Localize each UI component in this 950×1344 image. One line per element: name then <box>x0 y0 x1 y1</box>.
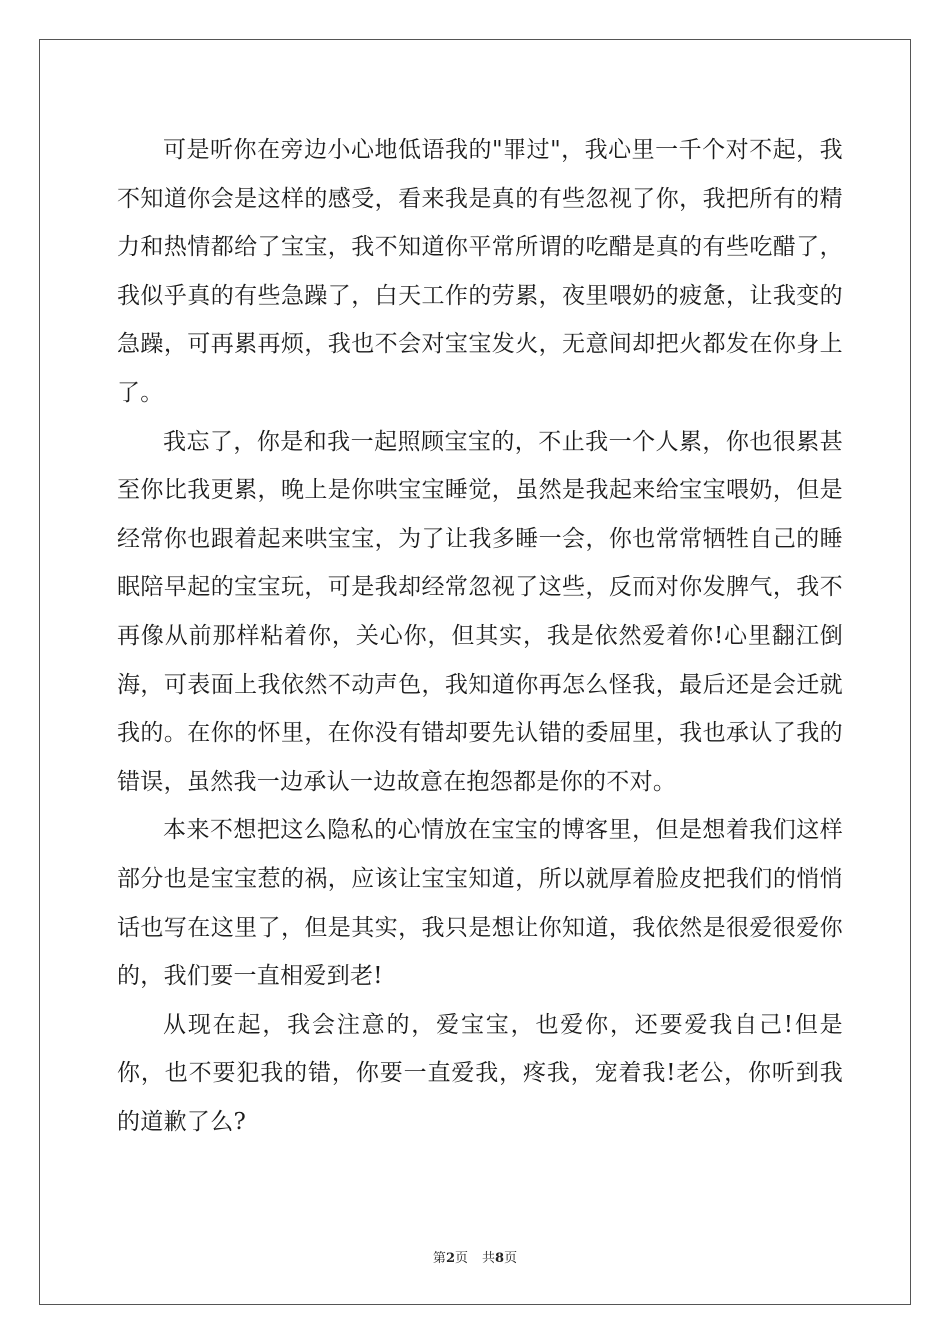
document-body <box>117 126 843 1146</box>
page-footer <box>0 1247 950 1266</box>
total-prefix: 共 <box>482 1251 496 1266</box>
page-current: 2 <box>445 1251 455 1266</box>
page-prefix: 第 <box>432 1251 446 1266</box>
page-unit: 页 <box>454 1251 468 1266</box>
paragraph-3: 本来不想把这么隐私的心情放在宝宝的博客里，但是想着我们这样部分也是宝宝惹的祸，应该让宝宝知道，所以就厚着脸皮把我们的悄悄话也写在这里了，但是其实，我只是想让你知道，我依然是很爱很爱你的，我们要一直相爱到老! <box>117 817 843 990</box>
total-unit: 页 <box>504 1251 518 1266</box>
page-total: 8 <box>495 1251 505 1266</box>
paragraph-2: 我忘了，你是和我一起照顾宝宝的，不止我一个人累，你也很累甚至你比我更累，晚上是你哄宝宝睡觉，虽然是我起来给宝宝喂奶，但是经常你也跟着起来哄宝宝，为了让我多睡一会，你也常常牺牲自己的睡眠陪早起的宝宝玩，可是我却经常忽视了这些，反而对你发脾气，我不再像从前那样粘着你，关心你，但其实，我是依然爱着你!心里翻江倒海，可表面上我依然不动声色，我知道你再怎么怪我，最后还是会迁就我的。在你的怀里，在你没有错却要先认错的委屈里，我也承认了我的错误，虽然我一边承认一边故意在抱怨都是你的不对。 <box>117 428 843 795</box>
paragraph-1: 可是听你在旁边小心地低语我的"罪过"，我心里一千个对不起，我不知道你会是这样的感受，看来我是真的有些忽视了你，我把所有的精力和热情都给了宝宝，我不知道你平常所谓的吃醋是真的有些吃醋了，我似乎真的有些急躁了，白天工作的劳累，夜里喂奶的疲惫，让我变的急躁，可再累再烦，我也不会对宝宝发火，无意间却把火都发在你身上了。 <box>117 137 843 406</box>
paragraph-4: 从现在起，我会注意的，爱宝宝，也爱你，还要爱我自己!但是你，也不要犯我的错，你要一直爱我，疼我，宠着我!老公，你听到我的道歉了么? <box>117 1011 843 1135</box>
